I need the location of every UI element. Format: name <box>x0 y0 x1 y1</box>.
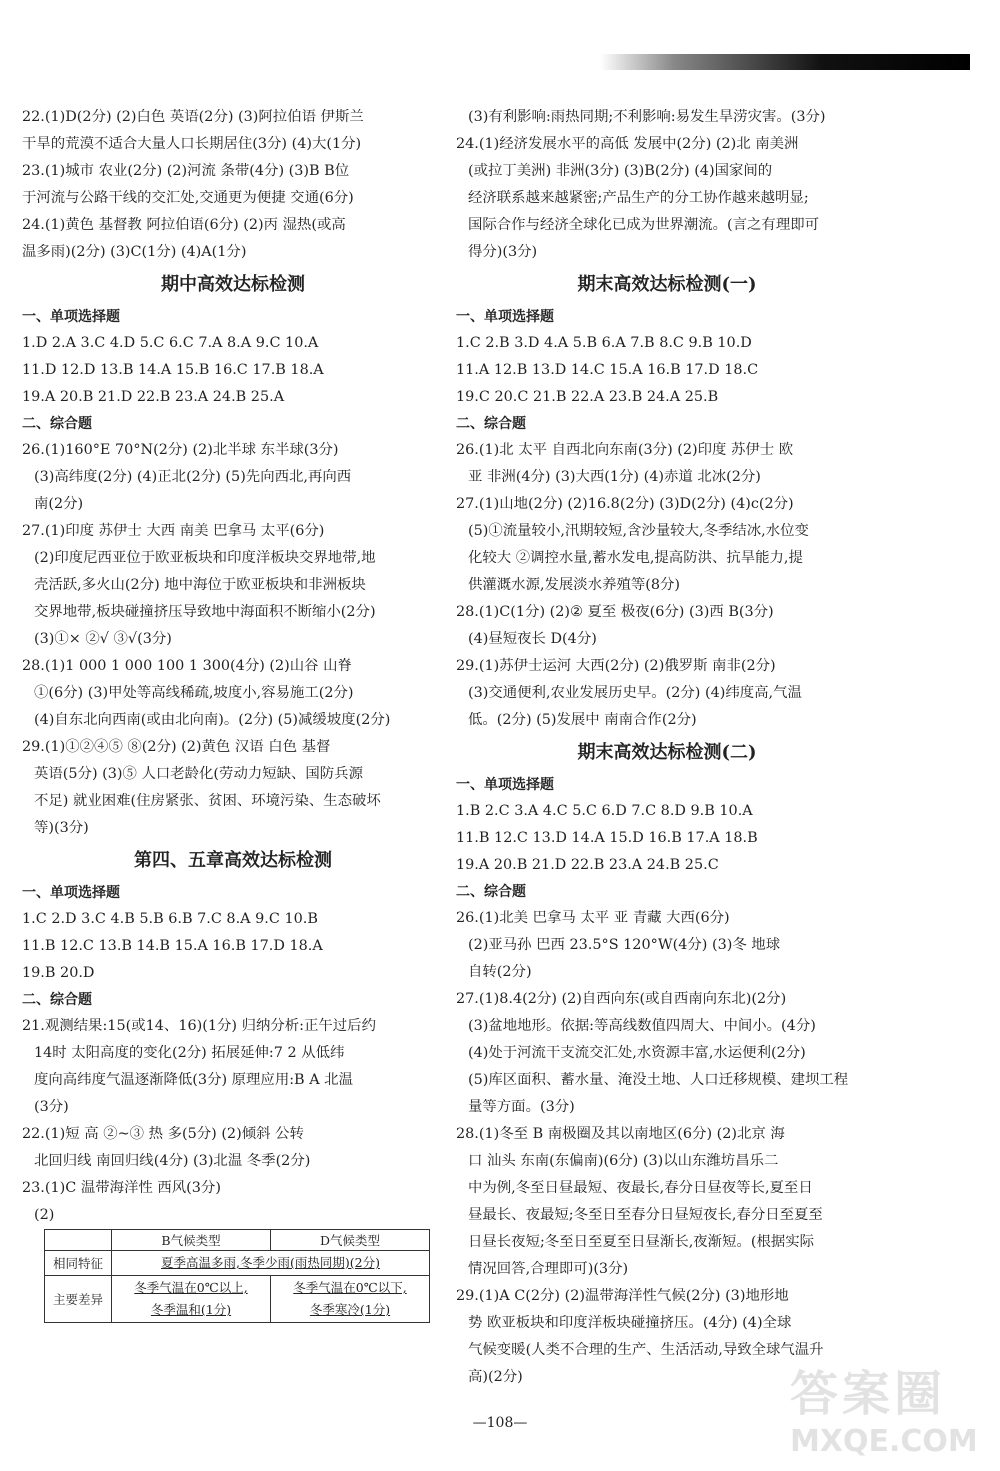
climate-comparison-table <box>44 1229 430 1323</box>
subsection-heading: 一、单项选择题 <box>22 309 120 325</box>
watermark <box>790 1355 980 1465</box>
answer-line: 27.(1)印度 苏伊士 大西 南美 巴拿马 太平(6分) <box>22 523 325 539</box>
answer-line: 北回归线 南回归线(4分) (3)北温 冬季(2分) <box>34 1153 311 1169</box>
answer-line: (3)①× ②√ ③√(3分) <box>34 631 172 647</box>
answer-line: 化较大 ②调控水量,蓄水发电,提高防洪、抗旱能力,提 <box>468 550 803 566</box>
answer-line: 26.(1)160°E 70°N(2分) (2)北半球 东半球(3分) <box>22 442 339 458</box>
answer-line: 温多雨)(2分) (3)C(1分) (4)A(1分) <box>22 244 247 260</box>
left-column <box>22 104 444 1323</box>
answer-line: 不足) 就业困难(住房紧张、贫困、环境污染、生态破坏 <box>34 793 381 809</box>
answer-line: 1.C 2.B 3.D 4.A 5.B 6.A 7.B 8.C 9.B 10.D <box>456 335 752 351</box>
answer-line: 11.D 12.D 13.B 14.A 15.B 16.C 17.B 18.A <box>22 362 324 378</box>
answer-line: 于河流与公路干线的交汇处,交通更为便捷 交通(6分) <box>22 190 354 206</box>
subsection-heading: 二、综合题 <box>22 416 92 432</box>
answer-line: 自转(2分) <box>468 964 532 980</box>
answer-line: 19.A 20.B 21.D 22.B 23.A 24.B 25.C <box>456 857 719 873</box>
answer-line: (4)自东北向西南(或由北向南)。(2分) (5)减缓坡度(2分) <box>34 712 391 728</box>
answer-line: 29.(1)A C(2分) (2)温带海洋性气候(2分) (3)地形地 <box>456 1288 789 1304</box>
answer-line: 英语(5分) (3)⑤ 人口老龄化(劳动力短缺、国防兵源 <box>34 766 363 782</box>
answer-line: 1.B 2.C 3.A 4.C 5.C 6.D 7.C 8.D 9.B 10.A <box>456 803 753 819</box>
table-cell-line: 冬季气温在0℃以下, <box>293 1280 407 1295</box>
answer-line: 干旱的荒漠不适合大量人口长期居住(3分) (4)大(1分) <box>22 136 362 152</box>
answer-line: 22.(1)D(2分) (2)白色 英语(2分) (3)阿拉伯语 伊斯兰 <box>22 109 364 125</box>
answer-line: 供灌溉水源,发展淡水养殖等(8分) <box>468 577 681 593</box>
answer-line: 亚 非洲(4分) (3)大西(1分) (4)赤道 北冰(2分) <box>468 469 761 485</box>
answer-line: 等)(3分) <box>34 820 89 836</box>
answer-line: 昼最长、夜最短;冬至日至春分日昼短夜长,春分日至夏至 <box>468 1207 823 1223</box>
table-cell-line: 冬季寒冷(1分) <box>309 1302 391 1317</box>
answer-line: 11.B 12.C 13.B 14.B 15.A 16.B 17.D 18.A <box>22 938 323 954</box>
watermark-logo: 答案圈 <box>790 1366 947 1422</box>
answer-line: 1.D 2.A 3.C 4.D 5.C 6.C 7.A 8.A 9.C 10.A <box>22 335 319 351</box>
answer-line: (3)交通便利,农业发展历史早。(2分) (4)纬度高,气温 <box>468 685 802 701</box>
table-header-cell: B气候类型 <box>112 1230 271 1251</box>
answer-line: 11.B 12.C 13.D 14.A 15.D 16.B 17.A 18.B <box>456 830 758 846</box>
header-decoration-bar <box>600 54 970 70</box>
answer-line: 国际合作与经济全球化已成为世界潮流。(言之有理即可 <box>468 217 819 233</box>
answer-line: (2) <box>34 1207 55 1223</box>
table-row-label: 相同特征 <box>45 1251 112 1276</box>
answer-line: 势 欧亚板块和印度洋板块碰撞挤压。(4分) (4)全球 <box>468 1315 792 1331</box>
answer-line: (3)高纬度(2分) (4)正北(2分) (5)先向西北,再向西 <box>34 469 352 485</box>
subsection-heading: 二、综合题 <box>456 884 526 900</box>
answer-line: 19.A 20.B 21.D 22.B 23.A 24.B 25.A <box>22 389 285 405</box>
answer-line: 22.(1)短 高 ②~③ 热 多(5分) (2)倾斜 公转 <box>22 1126 304 1142</box>
answer-line: 27.(1)8.4(2分) (2)自西向东(或自西南向东北)(2分) <box>456 991 787 1007</box>
table-header-cell <box>45 1230 112 1251</box>
table-row <box>45 1276 430 1323</box>
answer-line: 低。(2分) (5)发展中 南南合作(2分) <box>468 712 697 728</box>
answer-line: 中为例,冬至日昼最短、夜最长,春分日昼夜等长,夏至日 <box>468 1180 813 1196</box>
answer-line: 口 汕头 东南(东偏南)(6分) (3)以山东潍坊昌乐二 <box>468 1153 779 1169</box>
answer-line: 度向高纬度气温逐渐降低(3分) 原理应用:B A 北温 <box>34 1072 353 1088</box>
answer-line: (或拉丁美洲) 非洲(3分) (3)B(2分) (4)国家间的 <box>468 163 773 179</box>
answer-line: 24.(1)经济发展水平的高低 发展中(2分) (2)北 南美洲 <box>456 136 799 152</box>
answer-line: 23.(1)C 温带海洋性 西风(3分) <box>22 1180 221 1196</box>
section-title: 期末高效达标检测(一) <box>577 274 757 295</box>
table-cell <box>271 1276 430 1323</box>
section-title: 期末高效达标检测(二) <box>577 742 757 763</box>
answer-line: 28.(1)C(1分) (2)② 夏至 极夜(6分) (3)西 B(3分) <box>456 604 774 620</box>
answer-line: ①(6分) (3)甲处等高线稀疏,坡度小,容易施工(2分) <box>34 685 354 701</box>
table-header-cell: D气候类型 <box>271 1230 430 1251</box>
answer-line: 19.B 20.D <box>22 965 95 981</box>
right-column <box>456 104 878 1391</box>
answer-line: (3)盆地地形。依据:等高线数值四周大、中间小。(4分) <box>468 1018 816 1034</box>
answer-line: 气候变暖(人类不合理的生产、生活活动,导致全球气温升 <box>468 1342 824 1358</box>
subsection-heading: 二、综合题 <box>456 416 526 432</box>
page-number: —108— <box>472 1415 528 1431</box>
subsection-heading: 一、单项选择题 <box>456 777 554 793</box>
subsection-heading: 一、单项选择题 <box>456 309 554 325</box>
answer-line: 壳活跃,多火山(2分) 地中海位于欧亚板块和非洲板块 <box>34 577 366 593</box>
answer-line: 量等方面。(3分) <box>468 1099 575 1115</box>
answer-line: 26.(1)北 太平 自西北向东南(3分) (2)印度 苏伊士 欧 <box>456 442 794 458</box>
subsection-heading: 一、单项选择题 <box>22 885 120 901</box>
answer-line: 26.(1)北美 巴拿马 太平 亚 青藏 大西(6分) <box>456 910 730 926</box>
answer-line: 1.C 2.D 3.C 4.B 5.B 6.B 7.C 8.A 9.C 10.B <box>22 911 318 927</box>
answer-line: 29.(1)①②④⑤ ⑧(2分) (2)黄色 汉语 白色 基督 <box>22 739 331 755</box>
table-header-row <box>45 1230 430 1251</box>
table-cell-line: 冬季温和(1分) <box>150 1302 232 1317</box>
answer-line: 24.(1)黄色 基督教 阿拉伯语(6分) (2)丙 湿热(或高 <box>22 217 346 233</box>
answer-line: 28.(1)1 000 1 000 100 1 300(4分) (2)山谷 山脊 <box>22 658 352 674</box>
section-title: 期中高效达标检测 <box>161 274 305 295</box>
answer-line: 19.C 20.C 21.B 22.A 23.B 24.A 25.B <box>456 389 719 405</box>
answer-line: 交界地带,板块碰撞挤压导致地中海面积不断缩小(2分) <box>34 604 376 620</box>
answer-line: 经济联系越来越紧密;产品生产的分工协作越来越明显; <box>468 190 809 206</box>
table-cell-line: 冬季气温在0℃以上, <box>134 1280 248 1295</box>
subsection-heading: 二、综合题 <box>22 992 92 1008</box>
answer-line: (2)亚马孙 巴西 23.5°S 120°W(4分) (3)冬 地球 <box>468 937 781 953</box>
answer-line: 27.(1)山地(2分) (2)16.8(2分) (3)D(2分) (4)c(2分) <box>456 496 794 512</box>
answer-line: 情况回答,合理即可)(3分) <box>468 1261 629 1277</box>
answer-line: (2)印度尼西亚位于欧亚板块和印度洋板块交界地带,地 <box>34 550 376 566</box>
answer-line: 得分)(3分) <box>468 244 538 260</box>
section-title: 第四、五章高效达标检测 <box>134 850 332 871</box>
answer-line: (5)库区面积、蓄水量、淹没土地、人口迁移规模、建坝工程 <box>468 1072 849 1088</box>
answer-line: 11.A 12.B 13.D 14.C 15.A 16.B 17.D 18.C <box>456 362 759 378</box>
answer-line: 高)(2分) <box>468 1369 523 1385</box>
answer-line: 21.观测结果:15(或14、16)(1分) 归纳分析:正午过后约 <box>22 1018 376 1034</box>
table-cell <box>112 1276 271 1323</box>
table-row <box>45 1251 430 1276</box>
answer-line: 23.(1)城市 农业(2分) (2)河流 条带(4分) (3)B B位 <box>22 163 350 179</box>
answer-line: (4)处于河流干支流交汇处,水资源丰富,水运便利(2分) <box>468 1045 806 1061</box>
answer-line: 29.(1)苏伊士运河 大西(2分) (2)俄罗斯 南非(2分) <box>456 658 776 674</box>
answer-line: 日昼长夜短;冬至日至夏至日昼渐长,夜渐短。(根据实际 <box>468 1234 815 1250</box>
answer-line: 南(2分) <box>34 496 84 512</box>
answer-line: (5)①流量较小,汛期较短,含沙量较大,冬季结冰,水位变 <box>468 523 809 539</box>
answer-line: (4)昼短夜长 D(4分) <box>468 631 597 647</box>
watermark-url: MXQE.COM <box>790 1424 978 1459</box>
answer-line: (3)有利影响:雨热同期;不利影响:易发生旱涝灾害。(3分) <box>468 109 826 125</box>
table-row-label: 主要差异 <box>45 1276 112 1323</box>
answer-line: (3分) <box>34 1099 69 1115</box>
table-cell: 夏季高温多雨,冬季少雨(雨热同期)(2分) <box>112 1251 430 1276</box>
answer-line: 14时 太阳高度的变化(2分) 拓展延伸:7 2 从低纬 <box>34 1045 345 1061</box>
answer-line: 28.(1)冬至 B 南极圈及其以南地区(6分) (2)北京 海 <box>456 1126 785 1142</box>
